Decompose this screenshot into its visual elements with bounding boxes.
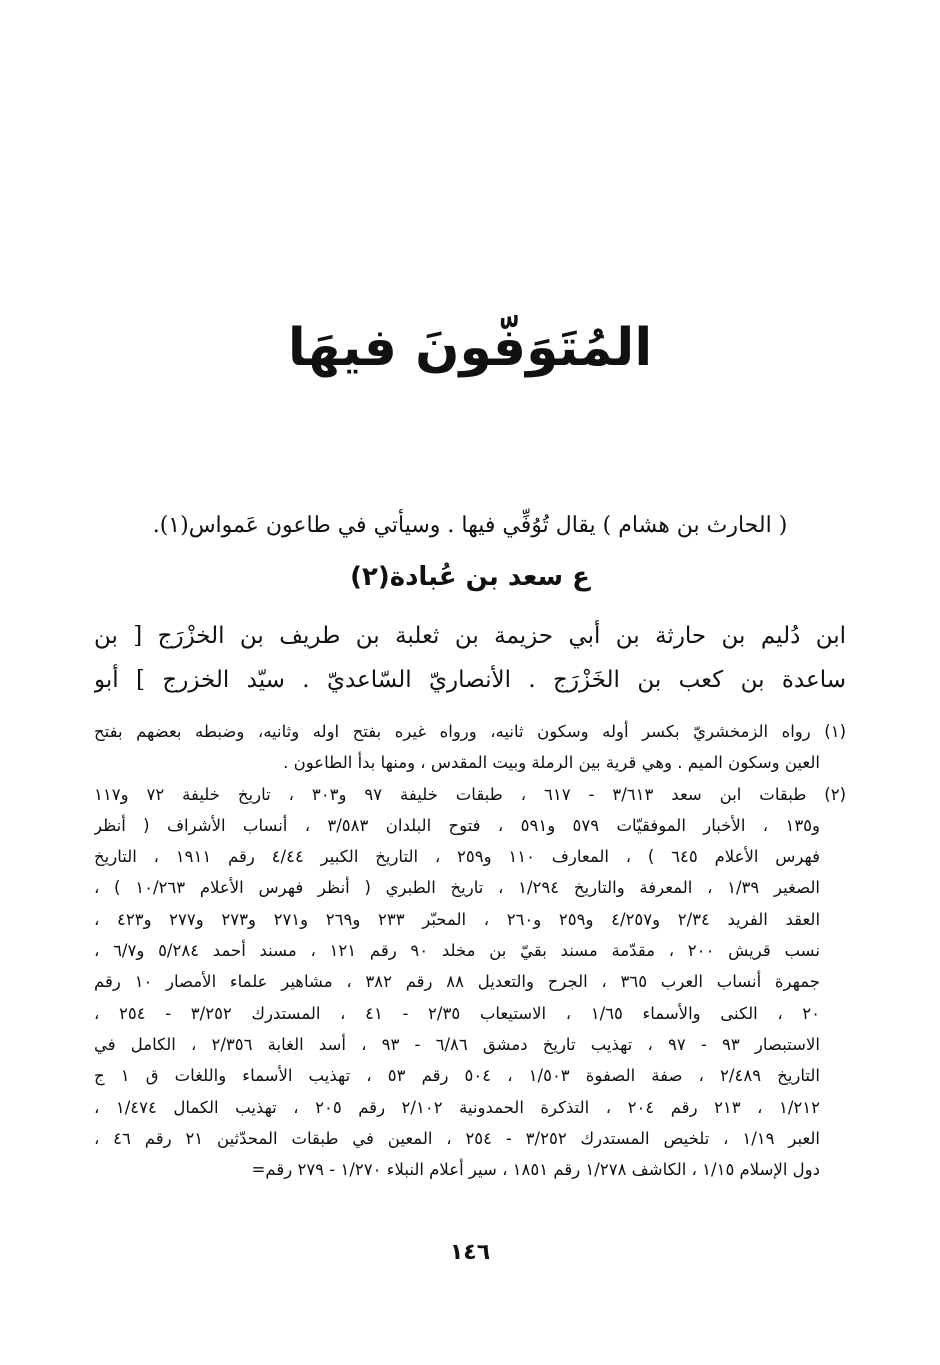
entry-text (94, 614, 846, 702)
footnote-line: العبر ١/١٩ ، تلخيص المستدرك ٣/٢٥٢ - ٢٥٤ ، المعين في طبقات المحدّثين ٢١ رقم ٤٦ ، (94, 1128, 821, 1148)
footnote-line: الاستبصار ٩٣ - ٩٧ ، تهذيب تاريخ دمشق ٦/٨٦ - ٩٣ ، أسد الغابة ٢/٣٥٦ ، الكامل في (94, 1034, 820, 1054)
footnote-line: ١/٢١٢ ، ٢١٣ رقم ٢٠٤ ، التذكرة الحمدونية ٢/١٠٢ رقم ٢٠٥ ، تهذيب الكمال ١/٤٧٤ ، (94, 1097, 820, 1117)
footnote-line: التاريخ ٢/٤٨٩ ، صفة الصفوة ١/٥٠٣ ، ٥٠٤ رقم ٥٣ ، تهذيب الأسماء واللغات ق ١ ج (94, 1066, 820, 1086)
footnote-line: و١٣٥ ، الأخبار الموفقيّات ٥٧٩ و٥٩١ ، فتوح البلدان ٣/٥٨٣ ، أنساب الأشراف ( أنظر (94, 815, 821, 835)
footnotes (94, 716, 846, 1185)
entry-heading: ع سعد بن عُبادة(٢) (350, 562, 590, 592)
footnote-line: نسب قريش ٢٠٠ ، مقدّمة مسند بقيّ بن مخلد ٩٠ رقم ١٢١ ، مسند أحمد ٥/٢٨٤ و٦/٧ ، (94, 941, 820, 961)
page-number: ١٤٦ (449, 1240, 491, 1265)
footnote-line: (٢) طبقات ابن سعد ٣/٦١٣ - ٦١٧ ، طبقات خليفة ٩٧ و٣٠٣ ، تاريخ خليفة ٧٢ و١١٧ (94, 784, 846, 804)
footnote-line: دول الإسلام ١/١٥ ، الكاشف ١/٢٧٨ رقم ١٨٥١ ، سير أعلام النبلاء ١/٢٧٠ - ٢٧٩ رقم= (251, 1160, 820, 1180)
footnote-line: جمهرة أنساب العرب ٣٦٥ ، الجرح والتعديل ٨٨ رقم ٣٨٢ ، مشاهير علماء الأمصار ١٠ رقم (94, 972, 820, 992)
intro-line: ( الحارث بن هشام ) يقال تُوُفِّي فيها . وسيأتي في طاعون عَمواس(١). (152, 513, 788, 538)
section-title: المُتَوَفّونَ فيهَا (287, 318, 653, 378)
footnote-line: ٢٠ ، الكنى والأسماء ١/٦٥ ، الاستيعاب ٢/٣٥ - ٤١ ، المستدرك ٣/٢٥٢ - ٢٥٤ ، (94, 1003, 821, 1023)
footnote-line: العقد الفريد ٢/٣٤ و٤/٢٥٧ و٢٥٩ و٢٦٠ ، المحبّر ٢٣٣ و٢٦٩ و٢٧١ و٢٧٣ و٢٧٧ و٤٢٣ ، (94, 909, 821, 929)
footnote-line: الصغير ١/٣٩ ، المعرفة والتاريخ ١/٢٩٤ ، تاريخ الطبري ( أنظر فهرس الأعلام ١٠/٢٦٣ ) ، (94, 878, 820, 898)
footnote-line: العين وسكون الميم . وهي قرية بين الرملة وبيت المقدس ، ومنها بدأ الطاعون . (283, 753, 820, 773)
footnote-line: (١) رواه الزمخشريّ بكسر أوله وسكون ثانيه، ورواه غيره بفتح اوله وثانيه، وضبطه بعضهم بفتح (94, 722, 846, 741)
entry-line: ابن دُليم بن حارثة بن أبي حزيمة بن ثعلبة بن طريف بن الخزْرَج [ بن (94, 623, 846, 649)
footnote-line: فهرس الأعلام ٦٤٥ ) ، المعارف ١١٠ و٢٥٩ ، التاريخ الكبير ٤/٤٤ رقم ١٩١١ ، التاريخ (94, 847, 821, 867)
entry-line: ساعدة بن كعب بن الخَزْرَج . الأنصاريّ السّاعديّ . سيّد الخزرج ] أبو (94, 667, 846, 693)
